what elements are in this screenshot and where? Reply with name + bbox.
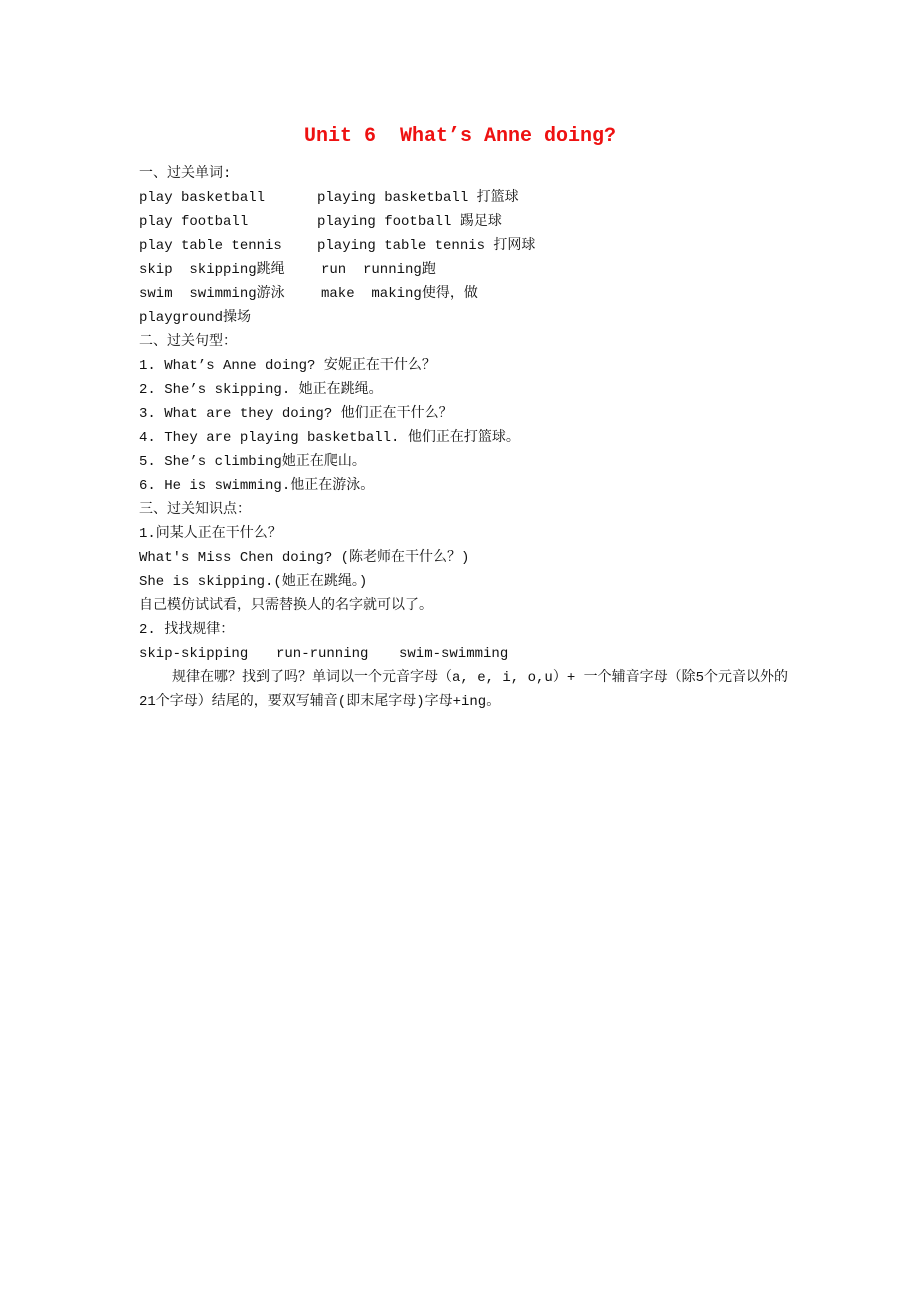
sentence-item: 6. He is swimming.他正在游泳。 <box>139 478 375 494</box>
knowledge-point-title: 2. 找找规律： <box>139 622 235 638</box>
practice-note: 自己模仿试试看，只需替换人的名字就可以了。 <box>139 598 433 614</box>
sentence-item: 3. What are they doing? 他们正在干什么？ <box>139 406 453 422</box>
example-answer: She is skipping.(她正在跳绳。) <box>139 574 368 590</box>
knowledge-point-title: 1.问某人正在干什么？ <box>139 526 282 542</box>
vocab-base: play basketball <box>139 190 266 206</box>
vocab-pair-row <box>139 258 799 282</box>
vocab-row <box>139 210 799 234</box>
vocab-ing: playing table tennis 打网球 <box>317 238 536 254</box>
vocab-pair-row <box>139 282 799 306</box>
spelling-rule: 规律在哪？找到了吗？单词以一个元音字母（a, e, i, o,u）+ 一个辅音字母（除5个元音以外的21个字母）结尾的，要双写辅音(即末尾字母)字母+ing。 <box>139 670 789 710</box>
section-heading-knowledge: 三、过关知识点： <box>139 502 251 518</box>
spelling-example: skip-skipping <box>139 646 249 662</box>
document-title: Unit 6 What’s Anne doing? <box>303 125 617 148</box>
vocab-pair-right: run running跑 <box>321 262 436 278</box>
vocab-row <box>139 186 799 210</box>
sentence-item: 2. She’s skipping. 她正在跳绳。 <box>139 382 383 398</box>
document-body <box>139 162 799 714</box>
vocab-base: play table tennis <box>139 238 282 254</box>
vocab-pair-left: swim swimming游泳 <box>139 286 285 302</box>
spelling-examples <box>139 642 799 666</box>
vocab-pair-right: make making使得，做 <box>321 286 478 302</box>
vocab-word: playground操场 <box>139 310 252 326</box>
example-question: What's Miss Chen doing? (陈老师在干什么？) <box>139 550 470 566</box>
spelling-example: run-running <box>276 646 369 662</box>
vocab-ing: playing football 踢足球 <box>317 214 502 230</box>
sentence-item: 5. She’s climbing她正在爬山。 <box>139 454 366 470</box>
section-heading-vocab: 一、过关单词: <box>139 166 232 182</box>
vocab-base: play football <box>139 214 249 230</box>
sentence-item: 1. What’s Anne doing? 安妮正在干什么？ <box>139 358 436 374</box>
section-heading-sentences: 二、过关句型： <box>139 334 237 350</box>
spelling-example: swim-swimming <box>399 646 509 662</box>
vocab-row <box>139 234 799 258</box>
sentence-item: 4. They are playing basketball. 他们正在打篮球。 <box>139 430 520 446</box>
vocab-pair-left: skip skipping跳绳 <box>139 262 285 278</box>
vocab-ing: playing basketball 打篮球 <box>317 190 519 206</box>
